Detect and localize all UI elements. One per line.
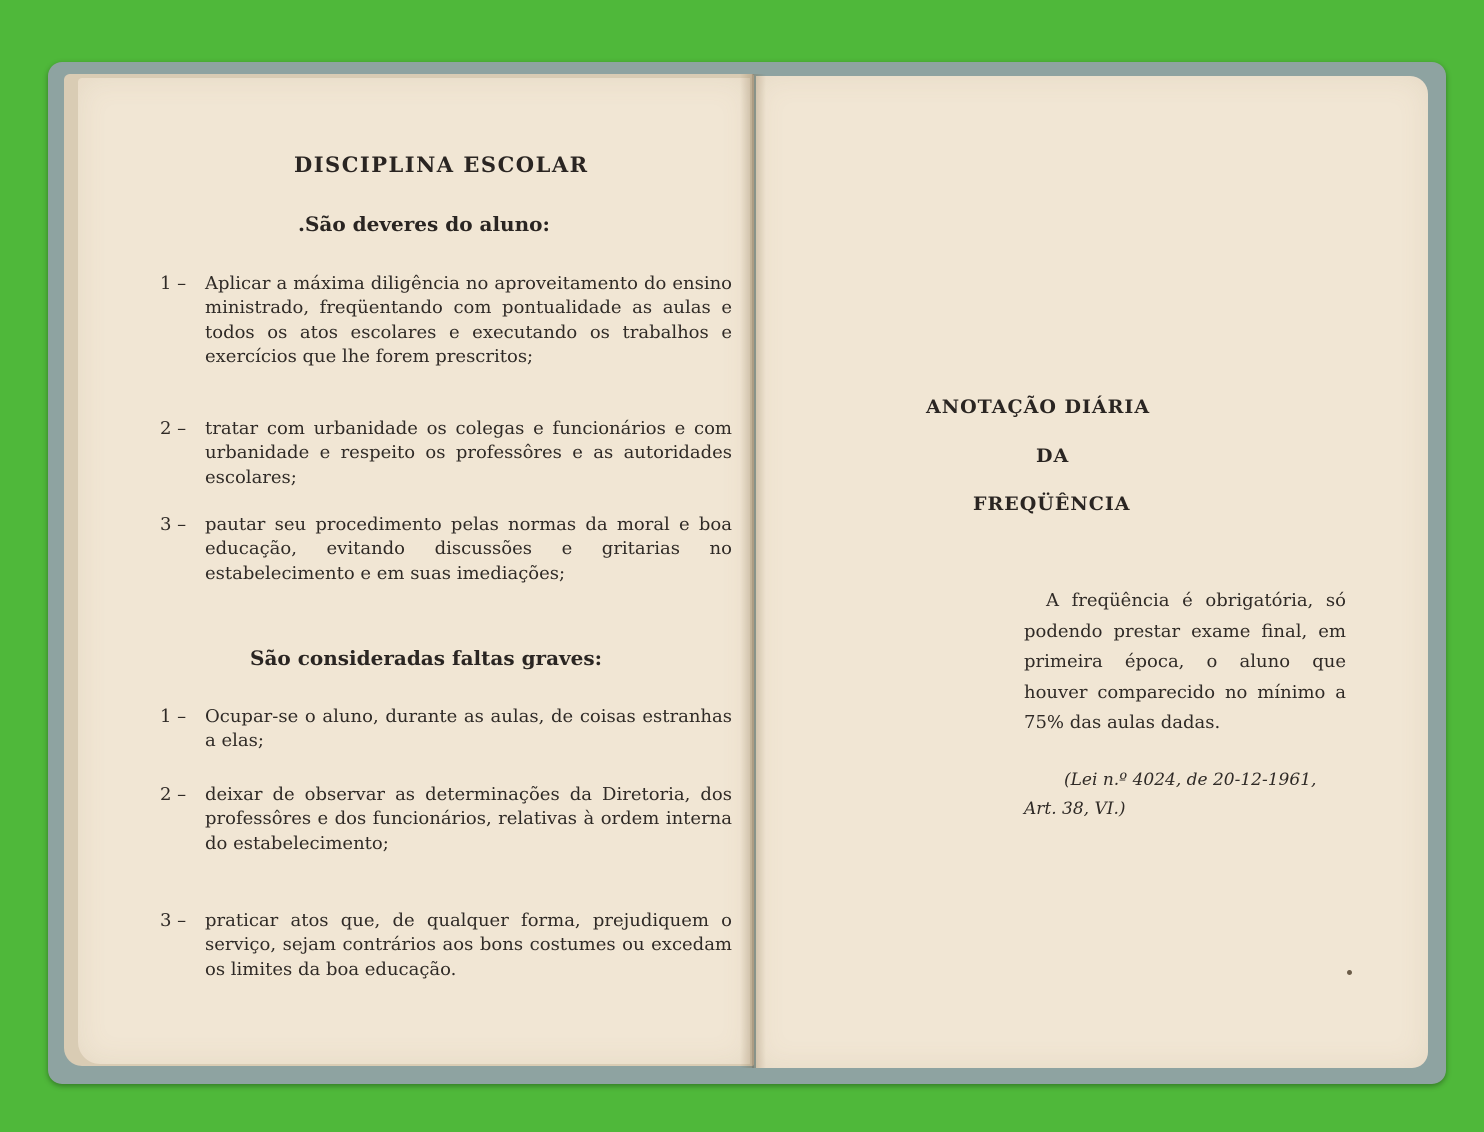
paper-speck [1347,970,1352,975]
fault-item-2 [160,783,732,856]
fault-number: 1 – [160,706,187,727]
attendance-title-line-1: ANOTAÇÃO DIÁRIA [926,396,1151,418]
duty-item-2 [160,417,732,490]
duty-text: tratar com urbanidade os colegas e funcionários e com urbanidade e respeito os professôres e as autoridades escolares; [205,418,732,488]
law-citation-text: (Lei n.º 4024, de 20-12-1961, Art. 38, VI.) [1024,770,1317,819]
attendance-title-line-3: FREQÜÊNCIA [973,493,1131,515]
fault-text: deixar de observar as determinações da Diretoria, dos professôres e dos funcionários, relativas à ordem interna do estabelecimento; [205,784,732,854]
law-citation [1024,766,1346,824]
fault-text: praticar atos que, de qualquer forma, prejudiquem o serviço, sejam contrários aos bons costumes ou excedam os limites da boa educação. [205,910,732,980]
fault-number: 3 – [160,910,187,931]
fault-number: 2 – [160,784,187,805]
duty-number: 1 – [160,273,187,294]
fault-text: Ocupar-se o aluno, durante as aulas, de coisas estranhas a elas; [205,706,732,752]
duty-text: Aplicar a máxima diligência no aproveitamento do ensino ministrado, freqüentando com pontualidade as aulas e todos os atos escolares e executando os trabalhos e exercícios que lhe forem prescritos; [205,273,732,367]
duty-number: 2 – [160,418,187,439]
attendance-note-text: A freqüência é obrigatória, só podendo prestar exame final, em primeira época, o aluno que houver comparecido no mínimo a 75% das aulas dadas. [1024,590,1346,733]
page-title: DISCIPLINA ESCOLAR [294,152,589,177]
book-gutter [740,74,766,1068]
duties-heading: .São deveres do aluno: [298,212,550,236]
fault-item-3 [160,909,732,982]
fault-item-1 [160,705,732,754]
duty-number: 3 – [160,514,187,535]
duty-text: pautar seu procedimento pelas normas da moral e boa educação, evitando discussões e gritarias no estabelecimento e em suas imediações; [205,514,732,584]
attendance-note [1024,586,1346,739]
faults-heading: São consideradas faltas graves: [250,646,603,670]
duty-item-1 [160,272,732,369]
right-page [756,76,1428,1068]
duty-item-3 [160,513,732,586]
attendance-title-line-2: DA [1036,445,1070,467]
